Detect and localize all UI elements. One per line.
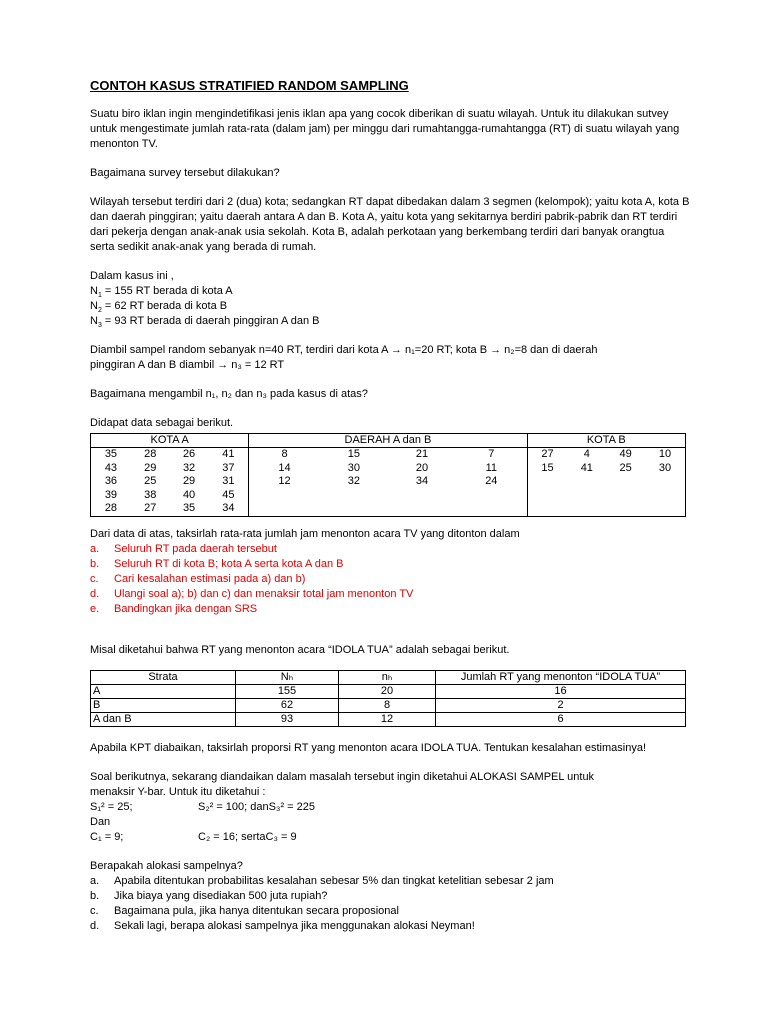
table-cell: 39: [91, 489, 131, 503]
table-cell: [388, 489, 456, 503]
table-cell: [388, 502, 456, 516]
document-page: [90, 78, 690, 934]
population-line: $N_1 = 155$ RT berada di kota A: [90, 285, 233, 300]
table-cell: 11: [456, 462, 527, 476]
table-cell: 10: [645, 448, 685, 462]
header-kota-a: KOTA A: [91, 434, 249, 448]
cost-row: [90, 830, 690, 845]
table-cell: 15: [541, 461, 554, 474]
table-cell: 28: [144, 448, 157, 460]
table-cell: 8: [281, 448, 288, 460]
table-cell: 25: [144, 475, 157, 487]
variance-right: S₂² = 100; danS₃² = 225: [198, 800, 315, 813]
table-row: [91, 462, 686, 476]
table-row: [91, 448, 686, 462]
table-cell: [606, 489, 645, 503]
strata-table: [90, 670, 686, 727]
table-cell: 38: [144, 488, 157, 501]
table-cell: 41: [580, 461, 593, 474]
table-cell: 16: [436, 684, 686, 698]
table-cell: 26: [182, 448, 196, 460]
table-cell: [567, 489, 606, 503]
variance-left: S₁² = 25;: [90, 800, 133, 813]
table-cell: 12: [339, 712, 436, 726]
data-table-header: [91, 434, 686, 448]
table-cell: 24: [456, 475, 527, 489]
table-row: [91, 712, 686, 726]
table-cell: [527, 475, 567, 489]
table-cell: 43: [91, 462, 131, 476]
table-cell: 37: [208, 462, 248, 476]
allocation-block: [90, 770, 690, 845]
sample-header: nₕ: [339, 670, 436, 684]
table-cell: [456, 489, 527, 503]
table-cell: 36: [91, 475, 131, 489]
task-intro: Dari data di atas, taksirlah rata-rata jumlah jam menonton acara TV yang ditonton dalam: [90, 527, 520, 540]
table-cell: 25: [619, 461, 632, 474]
list-item: c. Bagaimana pula, jika hanya ditentukan secara proposional: [90, 904, 399, 917]
table-cell: B: [91, 698, 236, 712]
table-cell: 15: [347, 448, 360, 460]
table-cell: 35: [170, 502, 209, 516]
cost-left: C₁ = 9;: [90, 830, 124, 843]
table-cell: [606, 502, 645, 516]
list-item: b. Seluruh RT di kota B; kota A serta kota A dan B: [90, 557, 344, 570]
table-cell: 29: [182, 475, 196, 487]
variance-row: [90, 800, 690, 815]
header-kota-b: KOTA B: [527, 434, 685, 448]
intro-paragraph: Suatu biro iklan ingin mengindetifikasi jenis iklan apa yang cocok diberikan di suatu wilayah. Untuk itu dilakukan sutvey untuk mengestimate jumlah rata-rata (dalam jam) per minggu dari rumahtangga-rumahtangga (RT) di suatu wilayah yang menonton TV.: [90, 108, 680, 150]
table-cell: 30: [645, 462, 685, 476]
list-item: d. Ulangi soal a); b) dan c) dan menaksir total jam menonton TV: [90, 587, 414, 600]
strata-header: Strata: [91, 670, 236, 684]
table-cell: 40: [182, 488, 196, 501]
question-list: [90, 874, 690, 934]
table-cell: [456, 502, 527, 516]
table-cell: 45: [208, 489, 248, 503]
description-paragraph: Wilayah tersebut terdiri dari 2 (dua) kota; sedangkan RT dapat dibedakan dalam 3 segmen (kelompok); yaitu kota A, kota B dan daerah pinggiran; yaitu daerah antara A dan B. Kota A, yaitu kota yang sekitarnya berdiri pabrik-pabrik dan RT terdiri dari pekerja dengan anak-anak usia sekolah. Kota B, adalah perkotaan yang berkembang terdiri dari banyak orangtua serta sedikit anak-anak yang berada di rumah.: [90, 196, 690, 253]
task-list: [90, 542, 690, 617]
table-cell: 29: [144, 461, 157, 474]
table-cell: 21: [415, 448, 429, 460]
table-cell: [567, 475, 606, 489]
sample-block: [90, 343, 690, 373]
table-cell: [320, 489, 388, 503]
population-line: $N_2 = 62$ RT berada di kota B: [90, 300, 228, 315]
cost-right: C₂ = 16; sertaC₃ = 9: [198, 830, 297, 843]
table-cell: 32: [182, 461, 196, 474]
case-heading: Dalam kasus ini ,: [90, 270, 174, 282]
table-row: [91, 684, 686, 698]
table-cell: 7: [456, 448, 527, 462]
list-item: d. Sekali lagi, berapa alokasi sampelnya jika menggunakan alokasi Neyman!: [90, 919, 475, 932]
table-cell: 14: [278, 461, 291, 474]
header-daerah-ab: DAERAH A dan B: [249, 434, 527, 448]
table-row: [91, 489, 686, 503]
table-cell: [567, 502, 606, 516]
strata-table-header: [91, 670, 686, 684]
table-cell: 32: [347, 475, 360, 487]
idola-intro: Misal diketahui bahwa RT yang menonton acara “IDOLA TUA” adalah sebagai berikut.: [90, 643, 510, 656]
table-row: [91, 475, 686, 489]
table-row: [91, 698, 686, 712]
sample-line: Diambil sampel random sebanyak n=40 RT, terdiri dari kota A → n₁=20 RT; kota B → n₂=8 dan di daerah: [90, 344, 598, 356]
dan-label: Dan: [90, 815, 111, 828]
table-cell: A dan B: [91, 712, 236, 726]
table-cell: [320, 502, 388, 516]
question-sampling: Bagaimana mengambil n₁, n₂ dan n₃ pada kasus di atas?: [90, 388, 368, 400]
population-block: [90, 269, 690, 329]
list-item: b. Jika biaya yang disediakan 500 juta rupiah?: [90, 889, 328, 902]
table-cell: 30: [347, 461, 360, 474]
table-cell: 34: [415, 475, 429, 487]
table-cell: 8: [339, 698, 436, 712]
table-cell: 4: [583, 448, 590, 460]
table-cell: 49: [619, 448, 632, 460]
table-cell: 27: [541, 448, 554, 460]
table-cell: 34: [208, 502, 248, 516]
list-item: c. Cari kesalahan estimasi pada a) dan b): [90, 572, 306, 585]
table-cell: [645, 502, 685, 516]
table-cell: 27: [131, 502, 170, 516]
table-cell: [645, 475, 685, 489]
allocation-line: Soal berikutnya, sekarang diandaikan dalam masalah tersebut ingin diketahui ALOKASI SAMPEL untuk: [90, 770, 595, 783]
table-cell: [527, 502, 567, 516]
table-cell: 2: [436, 698, 686, 712]
sample-line: pinggiran A dan B diambil → n₃ = 12 RT: [90, 359, 285, 371]
population-line: $N_3 = 93$ RT berada di daerah pinggiran A dan B: [90, 315, 320, 330]
table-cell: [606, 475, 645, 489]
list-item: a. Apabila ditentukan probabilitas kesalahan sebesar 5% dan tingkat ketelitian sebesar 2 jam: [90, 874, 554, 887]
table-cell: 28: [91, 502, 131, 516]
table-cell: [249, 489, 320, 503]
table-cell: [645, 489, 685, 503]
data-intro: Didapat data sebagai berikut.: [90, 417, 234, 429]
list-item: a. Seluruh RT pada daerah tersebut: [90, 542, 277, 555]
proportion-paragraph: Apabila KPT diabaikan, taksirlah proporsi RT yang menonton acara IDOLA TUA. Tentukan kesalahan estimasinya!: [90, 741, 647, 754]
table-cell: 41: [208, 448, 248, 462]
population-header: Nₕ: [236, 670, 339, 684]
table-cell: [249, 502, 320, 516]
table-cell: 6: [436, 712, 686, 726]
table-cell: 20: [339, 684, 436, 698]
table-cell: 93: [236, 712, 339, 726]
table-cell: 35: [91, 448, 131, 462]
table-cell: 12: [278, 475, 291, 487]
table-row: [91, 502, 686, 516]
table-cell: 62: [236, 698, 339, 712]
table-cell: 20: [415, 461, 429, 474]
question-allocation: Berapakah alokasi sampelnya?: [90, 859, 243, 872]
table-cell: 155: [236, 684, 339, 698]
table-cell: 31: [208, 475, 248, 489]
table-cell: [527, 489, 567, 503]
question-survey: Bagaimana survey tersebut dilakukan?: [90, 167, 280, 179]
allocation-line: menaksir Y-bar. Untuk itu diketahui :: [90, 785, 266, 798]
table-cell: A: [91, 684, 236, 698]
page-title: CONTOH KASUS STRATIFIED RANDOM SAMPLING: [90, 78, 409, 93]
viewers-header: Jumlah RT yang menonton “IDOLA TUA”: [436, 670, 686, 684]
data-table: [90, 433, 686, 517]
list-item: e. Bandingkan jika dengan SRS: [90, 602, 258, 615]
